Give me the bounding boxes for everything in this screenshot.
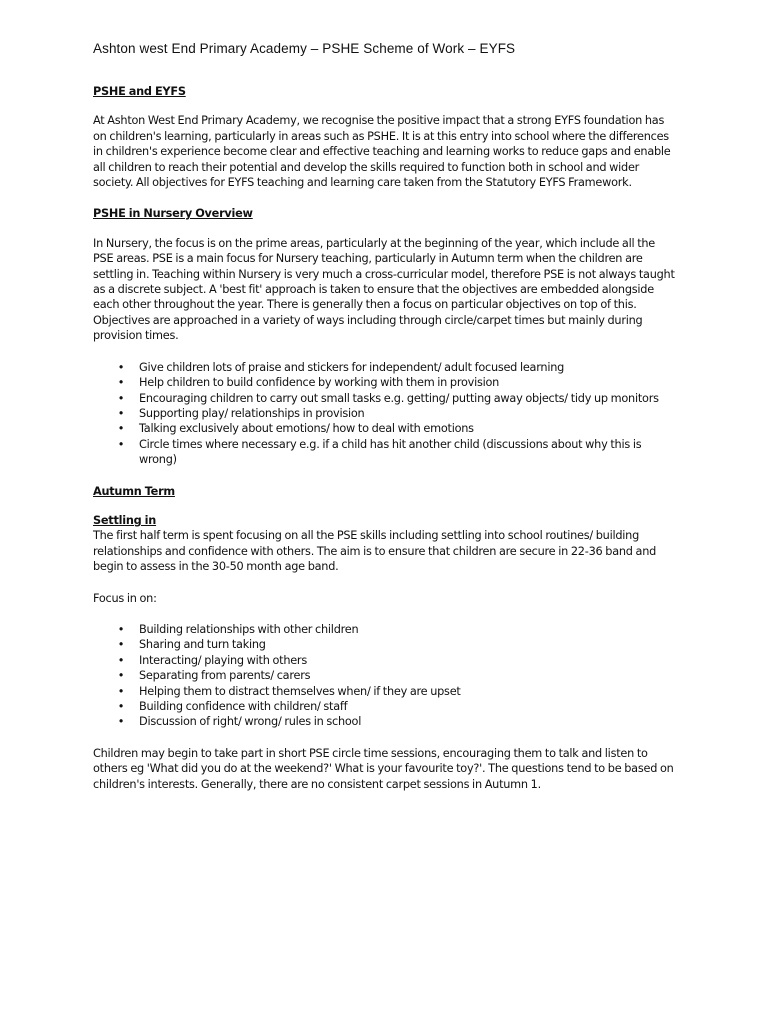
list-item-text: Building relationships with other children bbox=[139, 622, 359, 636]
bullet-icon: • bbox=[117, 715, 125, 729]
document-body bbox=[93, 84, 678, 808]
bullet-icon: • bbox=[117, 669, 125, 683]
list-item bbox=[93, 406, 678, 421]
bullet-icon: • bbox=[117, 406, 125, 420]
nursery-bullet-list bbox=[93, 360, 678, 468]
bullet-icon: • bbox=[117, 638, 125, 652]
intro-paragraph: At Ashton West End Primary Academy, we recognise the positive impact that a strong EYFS foundation has on children's learning, particularly in areas such as PSHE. It is at this entry into school where the differences in children's experience become clear and effective teaching and learning works to reduce gaps and enable all children to reach their potential and develop the skills required to function both in school and wider society. All objectives for EYFS teaching and learning care taken from the Statutory EYFS Framework. bbox=[93, 114, 671, 190]
bullet-icon: • bbox=[117, 391, 125, 405]
bullet-icon: • bbox=[117, 700, 125, 713]
list-item bbox=[93, 360, 678, 375]
list-item bbox=[93, 714, 678, 729]
bullet-icon: • bbox=[117, 684, 125, 698]
settling-in-paragraph: The first half term is spent focusing on all the PSE skills including settling into school routines/ building relationships and confidence with others. The aim is to ensure that children are secure in 22-36 band and begin to assess in the 30-50 month age band. bbox=[93, 529, 657, 574]
list-item bbox=[93, 684, 678, 699]
list-item-text: Sharing and turn taking bbox=[139, 638, 266, 652]
focus-label: Focus in on: bbox=[93, 591, 157, 605]
list-item bbox=[93, 622, 678, 637]
list-item-text: Give children lots of praise and stickers for independent/ adult focused learning bbox=[139, 360, 565, 374]
nursery-overview-paragraph: In Nursery, the focus is on the prime areas, particularly at the beginning of the year, which include all the PSE areas. PSE is a main focus for Nursery teaching, particularly in Autumn term when the children are settling in. Teaching within Nursery is very much a cross-curricular model, therefore PSE is not always taught as a discrete subject. A 'best fit' approach is taken to ensure that the objectives are embedded alongside each other throughout the year. There is generally then a focus on particular objectives on top of this. Objectives are approached in a variety of ways including through circle/carpet times but mainly during provision times. bbox=[93, 236, 675, 343]
list-item-text: Interacting/ playing with others bbox=[139, 653, 307, 667]
list-item-text: Discussion of right/ wrong/ rules in school bbox=[139, 715, 362, 729]
list-item-text: Encouraging children to carry out small tasks e.g. getting/ putting away objects/ tidy up monitors bbox=[139, 391, 659, 405]
list-item bbox=[93, 668, 678, 683]
bullet-icon: • bbox=[117, 622, 125, 636]
bullet-icon: • bbox=[117, 422, 125, 436]
focus-bullet-list bbox=[93, 622, 678, 730]
bullet-icon: • bbox=[117, 437, 125, 451]
list-item-text: Supporting play/ relationships in provision bbox=[139, 406, 365, 420]
running-header: Ashton west End Primary Academy – PSHE Scheme of Work – EYFS bbox=[93, 41, 516, 56]
bullet-icon: • bbox=[117, 360, 125, 374]
list-item-text: Help children to build confidence by working with them in provision bbox=[139, 376, 500, 390]
list-item bbox=[93, 637, 678, 652]
list-item-text: Separating from parents/ carers bbox=[139, 669, 311, 683]
list-item bbox=[93, 375, 678, 390]
bullet-icon: • bbox=[117, 653, 125, 667]
list-item bbox=[93, 391, 678, 406]
section-heading-pshe-eyfs: PSHE and EYFS bbox=[93, 85, 186, 98]
bullet-icon: • bbox=[117, 376, 125, 390]
list-item-text: Helping them to distract themselves when/ if they are upset bbox=[139, 684, 461, 698]
circle-time-paragraph: Children may begin to take part in short PSE circle time sessions, encouraging them to talk and listen to others eg 'What did you do at the weekend?' What is your favourite toy?'. The questions tend to be based on children's interests. Generally, there are no consistent carpet sessions in Autumn 1. bbox=[93, 746, 674, 791]
list-item-text: Circle times where necessary e.g. if a child has hit another child (discussions about why this is wrong) bbox=[139, 437, 642, 467]
list-item bbox=[93, 437, 678, 468]
list-item-text: Building confidence with children/ staff bbox=[139, 700, 348, 713]
list-item-text: Talking exclusively about emotions/ how to deal with emotions bbox=[139, 422, 474, 436]
list-item bbox=[93, 421, 678, 436]
list-item bbox=[93, 653, 678, 668]
section-heading-nursery-overview: PSHE in Nursery Overview bbox=[93, 207, 253, 221]
list-item bbox=[93, 699, 678, 714]
subheading-settling-in: Settling in bbox=[93, 513, 157, 527]
section-heading-autumn-term: Autumn Term bbox=[93, 484, 175, 498]
